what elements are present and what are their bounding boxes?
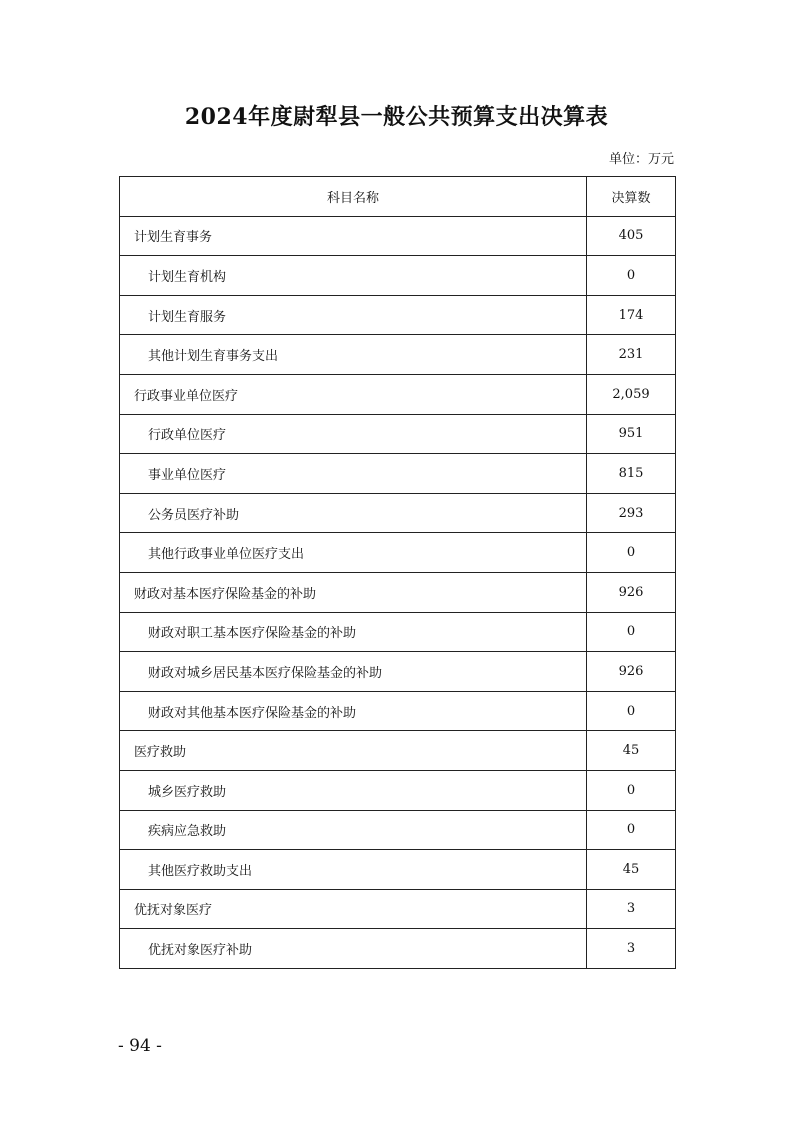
table-row xyxy=(120,612,676,652)
subject-name-cell: 财政对基本医疗保险基金的补助 xyxy=(120,572,587,612)
subject-name-cell: 计划生育事务 xyxy=(120,216,587,256)
table-row xyxy=(120,929,676,969)
table-row xyxy=(120,691,676,731)
subject-name-cell: 优抚对象医疗 xyxy=(120,889,587,929)
expenditure-table xyxy=(119,176,676,969)
final-amount-cell: 3 xyxy=(587,929,676,969)
header-subject-name: 科目名称 xyxy=(120,177,587,217)
header-final-amount: 决算数 xyxy=(587,177,676,217)
subject-name-cell: 城乡医疗救助 xyxy=(120,770,587,810)
subject-name-cell: 行政事业单位医疗 xyxy=(120,374,587,414)
subject-name-cell: 事业单位医疗 xyxy=(120,454,587,494)
page-number: - 94 - xyxy=(118,1036,162,1056)
final-amount-cell: 951 xyxy=(587,414,676,454)
subject-name-cell: 财政对城乡居民基本医疗保险基金的补助 xyxy=(120,652,587,692)
final-amount-cell: 231 xyxy=(587,335,676,375)
table-row xyxy=(120,295,676,335)
subject-name-cell: 财政对其他基本医疗保险基金的补助 xyxy=(120,691,587,731)
table-row xyxy=(120,216,676,256)
table-row xyxy=(120,810,676,850)
final-amount-cell: 293 xyxy=(587,493,676,533)
table-row xyxy=(120,335,676,375)
subject-name-cell: 公务员医疗补助 xyxy=(120,493,587,533)
table-row xyxy=(120,256,676,296)
subject-name-cell: 其他医疗救助支出 xyxy=(120,850,587,890)
table-row xyxy=(120,414,676,454)
table-row xyxy=(120,889,676,929)
subject-name-cell: 医疗救助 xyxy=(120,731,587,771)
subject-name-cell: 行政单位医疗 xyxy=(120,414,587,454)
final-amount-cell: 0 xyxy=(587,691,676,731)
final-amount-cell: 45 xyxy=(587,850,676,890)
unit-label: 单位：万元 xyxy=(608,152,674,167)
subject-name-cell: 疾病应急救助 xyxy=(120,810,587,850)
page-title: 2024年度尉犁县一般公共预算支出决算表 xyxy=(184,104,609,130)
subject-name-cell: 计划生育机构 xyxy=(120,256,587,296)
table-row xyxy=(120,652,676,692)
table-row xyxy=(120,533,676,573)
final-amount-cell: 3 xyxy=(587,889,676,929)
final-amount-cell: 0 xyxy=(587,810,676,850)
final-amount-cell: 0 xyxy=(587,612,676,652)
final-amount-cell: 405 xyxy=(587,216,676,256)
subject-name-cell: 其他行政事业单位医疗支出 xyxy=(120,533,587,573)
final-amount-cell: 0 xyxy=(587,533,676,573)
final-amount-cell: 926 xyxy=(587,652,676,692)
final-amount-cell: 174 xyxy=(587,295,676,335)
table-row xyxy=(120,770,676,810)
final-amount-cell: 815 xyxy=(587,454,676,494)
subject-name-cell: 优抚对象医疗补助 xyxy=(120,929,587,969)
final-amount-cell: 2,059 xyxy=(587,374,676,414)
table-row xyxy=(120,731,676,771)
final-amount-cell: 926 xyxy=(587,572,676,612)
final-amount-cell: 0 xyxy=(587,770,676,810)
table-row xyxy=(120,850,676,890)
table-row xyxy=(120,454,676,494)
final-amount-cell: 0 xyxy=(587,256,676,296)
subject-name-cell: 其他计划生育事务支出 xyxy=(120,335,587,375)
final-amount-cell: 45 xyxy=(587,731,676,771)
table-header-row xyxy=(120,177,676,217)
subject-name-cell: 财政对职工基本医疗保险基金的补助 xyxy=(120,612,587,652)
table-row xyxy=(120,374,676,414)
table-row xyxy=(120,493,676,533)
subject-name-cell: 计划生育服务 xyxy=(120,295,587,335)
table-row xyxy=(120,572,676,612)
